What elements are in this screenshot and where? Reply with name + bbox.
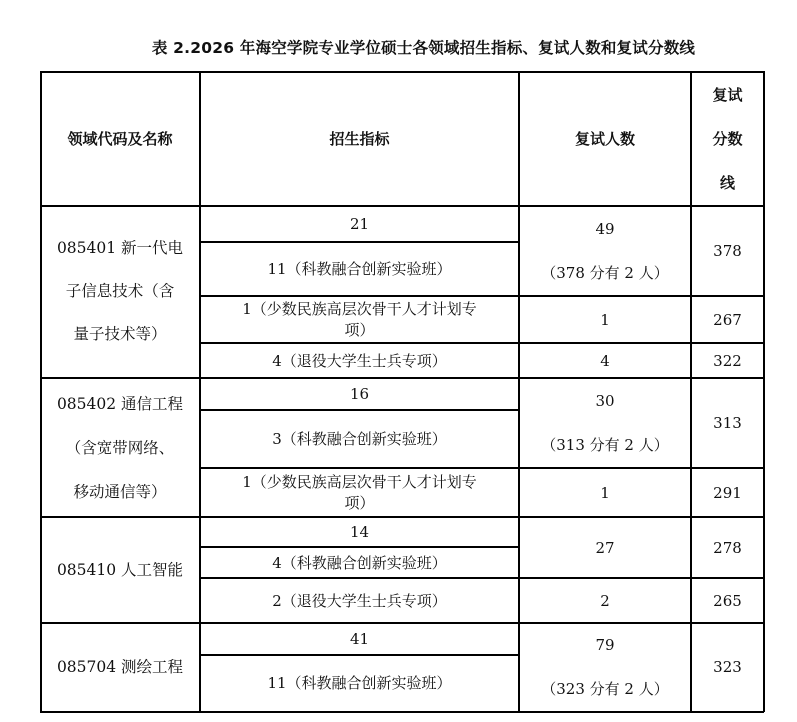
interviewees-count: 49 bbox=[595, 220, 615, 238]
interviewees-count: 79 bbox=[595, 636, 615, 654]
field-085410: 085410 人工智能 bbox=[56, 561, 184, 579]
interviewees-note: （313 分有 2 人） bbox=[541, 436, 669, 454]
quota-line: 1（少数民族高层次骨干人才计划专 bbox=[242, 299, 477, 318]
interviewees-cell: 27 bbox=[595, 538, 615, 557]
interviewees-count: 30 bbox=[595, 392, 615, 410]
header-interviewees: 复试人数 bbox=[574, 129, 635, 148]
field-line: 085401 新一代电 bbox=[56, 239, 184, 257]
quota-cell: 2（退役大学生士兵专项） bbox=[272, 591, 447, 610]
header-quota: 招生指标 bbox=[329, 129, 390, 148]
interviewees-note: （323 分有 2 人） bbox=[541, 680, 669, 698]
interviewees-cell: 2 bbox=[600, 591, 610, 610]
quota-cell bbox=[200, 468, 519, 517]
quota-cell: 16 bbox=[349, 385, 370, 403]
header-field: 领域代码及名称 bbox=[67, 129, 173, 148]
cutoff-cell: 323 bbox=[713, 658, 742, 676]
cutoff-cell: 265 bbox=[713, 591, 742, 610]
quota-cell: 11（科教融合创新实验班） bbox=[267, 260, 452, 278]
quota-cell: 41 bbox=[349, 630, 370, 648]
field-line: 移动通信等） bbox=[73, 482, 167, 501]
field-line: 子信息技术（含 bbox=[65, 282, 175, 300]
interviewees-cell: 1 bbox=[600, 310, 610, 329]
quota-line: 项） bbox=[344, 493, 375, 512]
field-085401 bbox=[40, 206, 200, 377]
quota-cell: 21 bbox=[349, 215, 370, 233]
interviewees-cell: 1 bbox=[600, 483, 610, 502]
interviewees-cell bbox=[519, 623, 691, 711]
admissions-table bbox=[40, 71, 764, 712]
header-cutoff-line: 分数 bbox=[712, 129, 743, 148]
table-caption: 表 2.2026 年海空学院专业学位硕士各领域招生指标、复试人数和复试分数线 bbox=[151, 39, 696, 57]
interviewees-cell bbox=[519, 206, 691, 296]
quota-cell: 4（退役大学生士兵专项） bbox=[272, 351, 447, 370]
quota-cell: 14 bbox=[349, 523, 370, 541]
cutoff-cell: 267 bbox=[713, 310, 742, 329]
cutoff-cell: 313 bbox=[713, 414, 742, 432]
quota-line: 1（少数民族高层次骨干人才计划专 bbox=[242, 472, 477, 491]
field-line: （含宽带网络、 bbox=[65, 438, 175, 457]
interviewees-cell bbox=[519, 378, 691, 468]
cutoff-cell: 322 bbox=[713, 351, 742, 370]
header-cutoff-line: 复试 bbox=[712, 85, 743, 104]
quota-cell bbox=[200, 296, 519, 343]
quota-cell: 4（科教融合创新实验班） bbox=[272, 553, 447, 572]
header-cutoff-line: 线 bbox=[719, 173, 735, 192]
field-085402 bbox=[40, 378, 200, 517]
border-bottom bbox=[40, 711, 764, 713]
quota-cell: 3（科教融合创新实验班） bbox=[272, 430, 447, 448]
quota-cell: 11（科教融合创新实验班） bbox=[267, 674, 452, 692]
cutoff-cell: 278 bbox=[713, 538, 742, 557]
quota-line: 项） bbox=[344, 320, 375, 339]
interviewees-note: （378 分有 2 人） bbox=[541, 264, 669, 282]
interviewees-cell: 4 bbox=[600, 351, 610, 370]
field-085704: 085704 测绘工程 bbox=[56, 658, 184, 676]
cutoff-cell: 291 bbox=[713, 483, 742, 502]
header-cutoff bbox=[691, 71, 764, 206]
field-line: 085402 通信工程 bbox=[56, 394, 184, 413]
cutoff-cell: 378 bbox=[713, 242, 742, 260]
field-line: 量子技术等） bbox=[73, 325, 167, 343]
